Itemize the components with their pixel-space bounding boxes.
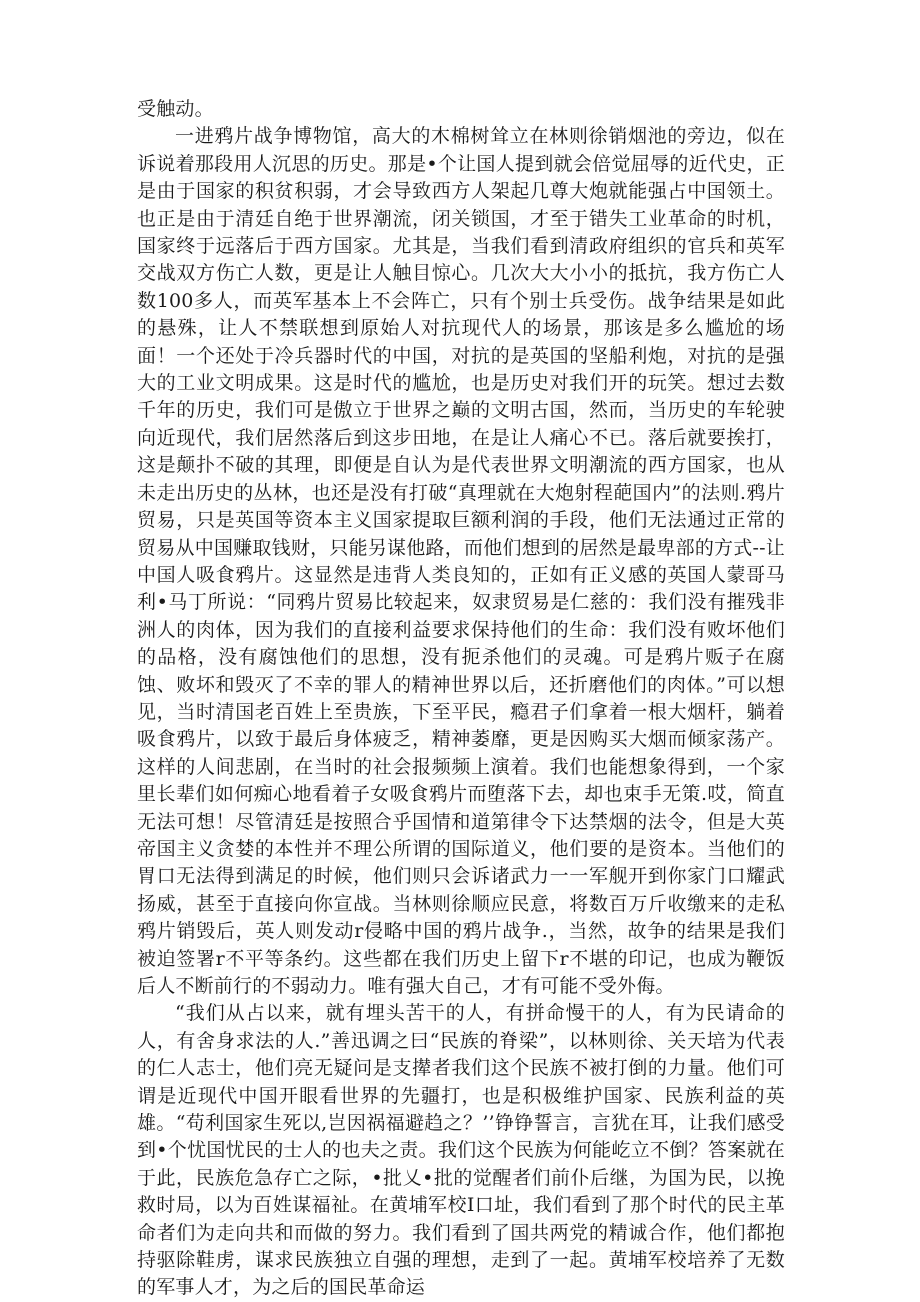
paragraph-opium-war-museum: 一进鸦片战争博物馆，高大的木棉树耸立在林则徐销烟池的旁边，似在诉说着那段用人沉思的历史。那是•个让国人提到就会倍觉屈辱的近代史，正是由于国家的积贫积弱，才会导致西方人架起几尊大炮就能强占中国领土。也正是由于清廷自绝于世界潮流，闭关锁国，才至于错失工业革命的时机，国家终于远落后于西方国家。尤其是，当我们看到清政府组织的官兵和英军交战双方伤亡人数，更是让人触目惊心。几次大大小小的抵抗，我方伤亡人数100多人，而英军基本上不会阵亡，只有个别士兵受伤。战争结果是如此的悬殊，让人不禁联想到原始人对抗现代人的场景，那该是多么尴尬的场面！一个还处于冷兵器时代的中国，对抗的是英国的坚船利炮，对抗的是强大的工业文明成果。这是时代的尴尬，也是历史对我们开的玩笑。想过去数千年的历史，我们可是傲立于世界之巅的文明古国，然而，当历史的车轮驶向近现代，我们居然落后到这步田地，在是让人痛心不已。落后就要挨打，这是颠扑不破的其理，即便是自认为是代表世界文明潮流的西方国家，也从未走出历史的丛林，也还是没有打破“真理就在大炮射程葩国内”的法则.鸦片贸易，只是英国等资本主义国家提取巨额利润的手段，他们无法通过正常的贸易从中国赚取钱财，只能另谋他路，而他们想到的居然是最卑部的方式--让中国人吸食鸦片。这显然是违背人类良知的，正如有正义感的英国人蒙哥马利•马丁所说：“同鸦片贸易比较起来，奴隶贸易是仁慈的：我们没有摧残非洲人的肉体，因为我们的直接利益要求保持他们的生命：我们没有败坏他们的品格，没有腐蚀他们的思想，没有扼杀他们的灵魂。可是鸦片贩子在腐蚀、败坏和毁灭了不幸的罪人的精神世界以后，还折磨他们的肉体。”可以想见，当时清国老百姓上至贵族，下至平民，瘾君子们拿着一根大烟杆，躺着吸食鸦片，以致于最后身体疲乏，精神萎靡，更是因购买大烟而倾家荡产。这样的人间悲剧，在当时的社会报频频上演着。我们也能想象得到，一个家里长辈们如何痴心地看着子女吸食鸦片而堕落下去，却也束手无策.哎，简直无法可想！尽管清廷是按照合乎国情和道第律令下达禁烟的法令，但是大英帝国主义贪婪的本性并不理公所谓的国际道义，他们要的是资本。当他们的胃口无法得到满足的时候，他们则只会诉诸武力一一军舰开到你家门口耀武扬威，甚至于直接向你宣战。当林则徐顺应民意，将数百万斤收缴来的走私鸦片销毁后，英人则发动r侵略中国的鸦片战争.，当然，故争的结果是我们被迫签署r不平等条约。这些都在我们历史上留下r不堪的印记，也成为鞭饭后人不断前行的不弱动力。唯有强大自己，才有可能不受外侮。 xyxy=(137,125,785,997)
paragraph-national-backbone: “我们从占以来，就有埋头苦干的人，有拼命慢干的人，有为民请命的人，有舍身求法的人.”善迅调之曰“民族的脊梁”，以林则徐、关天培为代表的仁人志士，他们亮无疑问是支撵者我们这个民族不被打倒的力量。他们可谓是近现代中国开眼看世界的先疆打，也是积极维护国家、民族利益的英雄。“苟利国家生死以,岂因祸福避趋之？’’铮铮誓言，言犹在耳，让我们感受到•个忧国忧民的士人的也夫之责。我们这个民族为何能屹立不倒？答案就在于此，民族危急存亡之际，•批乂•批的觉醒者们前仆后继，为国为民，以挽救时局，以为百姓谋福祉。在黄埔军校I口址，我们看到了那个时代的民主革命者们为走向共和而做的努力。我们看到了国共两党的精诚合作，他们都抱持驱除鞋虏，谋求民族独立自强的理想，走到了一起。黄埔军校培养了无数的军事人才，为之后的国民革命运 xyxy=(137,1002,785,1299)
document-page xyxy=(137,96,785,1302)
paragraph-continuation: 受触动。 xyxy=(137,98,214,120)
